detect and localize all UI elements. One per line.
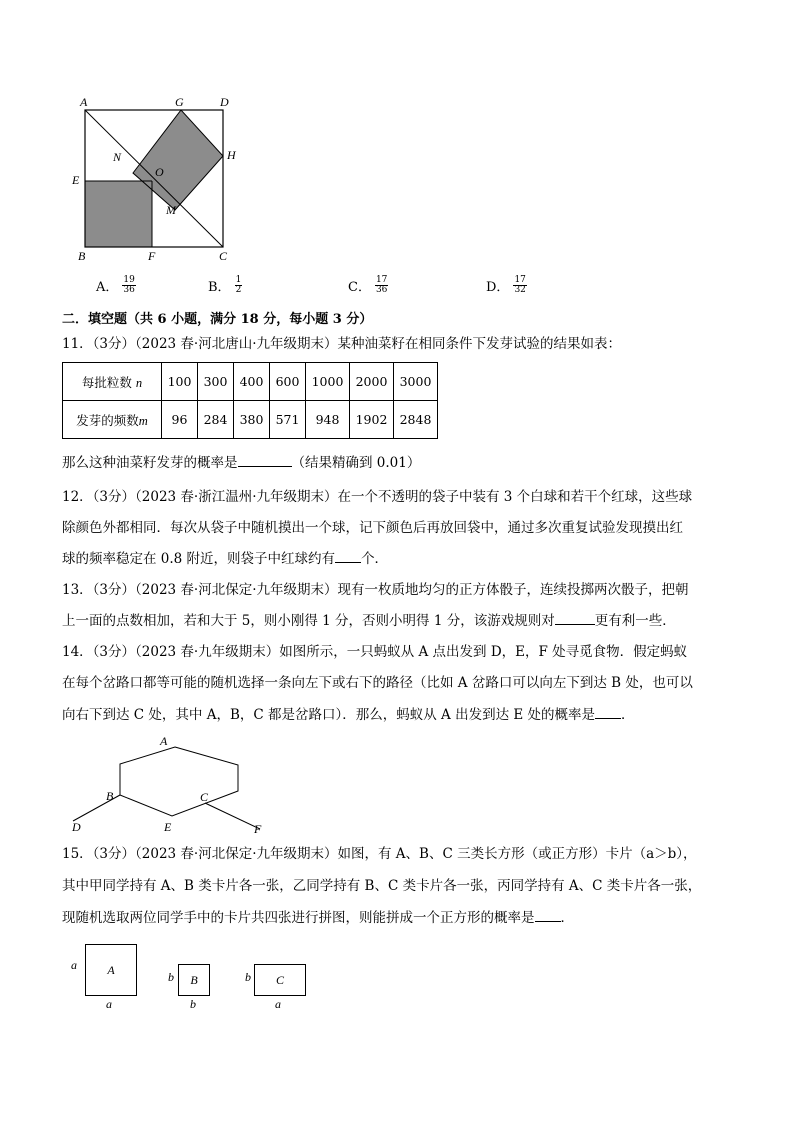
card-a [85, 944, 137, 996]
answer-blank[interactable] [555, 624, 595, 625]
table-cell: 2000 [350, 363, 394, 401]
option-d-fraction: $\frac{17}{32}$ [514, 275, 526, 295]
answer-blank[interactable] [595, 718, 621, 719]
q13-line-2: 上一面的点数相加，若和大于 5，则小刚得 1 分，否则小明得 1 分，该游戏规则对 更有利一些． [62, 613, 676, 629]
answer-blank[interactable] [335, 562, 361, 563]
label-C: C [200, 790, 209, 804]
card-b [178, 964, 210, 996]
option-a-letter: A． [96, 280, 119, 295]
q15-line-1: 15．（3分）（2023 春·河北保定·九年级期末）如图，有 A、B、C 三类长方形（或正方形）卡片（a＞b）， [62, 846, 697, 862]
label-F: F [254, 822, 262, 836]
row-header-m: 发芽的频数m [63, 401, 162, 439]
label-E: E [72, 173, 80, 187]
table-cell: 284 [198, 401, 234, 439]
option-d[interactable] [486, 276, 527, 295]
option-c[interactable] [348, 276, 388, 295]
label-B: B [106, 789, 114, 803]
answer-blank[interactable] [238, 466, 292, 467]
table-cell: 948 [306, 401, 350, 439]
label-O: O [155, 165, 164, 179]
option-b-fraction: $\frac{1}{2}$ [235, 275, 242, 295]
option-b[interactable] [208, 276, 242, 295]
card-b-bottom: b [190, 997, 196, 1011]
label-H: H [227, 148, 236, 162]
table-cell: 1000 [306, 363, 350, 401]
label-B: B [78, 249, 86, 263]
gray-square-ebfo [85, 181, 152, 247]
table-cell: 100 [162, 363, 198, 401]
q14-line-2: 在每个岔路口都等可能的随机选择一条向左下或右下的路径（比如 A 岔路口可以向左下到达 B 处，也可以 [62, 675, 693, 691]
card-a-side: a [71, 958, 77, 972]
q15-line-3: 现随机选取两位同学手中的卡片共四张进行拼图，则能拼成一个正方形的概率是 ． [62, 910, 574, 926]
label-A: A [160, 734, 168, 748]
card-c-side: b [245, 970, 251, 984]
hexagon [120, 747, 238, 816]
q14-line-1: 14．（3分）（2023 春·九年级期末）如图所示，一只蚂蚁从 A 点出发到 D，E，F 处寻觅食物．假定蚂蚁 [62, 644, 688, 660]
q15-line-2: 其中甲同学持有 A、B 类卡片各一张，乙同学持有 B、C 类卡片各一张，丙同学持有 A、C 类卡片各一张， [62, 878, 702, 894]
table-cell: 600 [270, 363, 306, 401]
card-b-label: B [190, 972, 198, 987]
label-A: A [80, 95, 88, 109]
table-cell: 96 [162, 401, 198, 439]
path-c-f [205, 803, 260, 829]
label-F: F [148, 249, 156, 263]
q11-stem: 11．（3分）（2023 春·河北唐山·九年级期末）某种油菜籽在相同条件下发芽试验的结果如表： [62, 336, 621, 352]
table-cell: 400 [234, 363, 270, 401]
table-cell: 300 [198, 363, 234, 401]
section-title: 二．填空题（共 6 小题，满分 18 分，每小题 3 分） [62, 312, 373, 327]
table-row [63, 363, 438, 401]
q11-question: 那么这种油菜籽发芽的概率是 （结果精确到 0.01） [62, 455, 421, 471]
card-b-side: b [168, 970, 174, 984]
label-E: E [164, 820, 172, 834]
label-M: M [166, 203, 176, 217]
option-c-fraction: $\frac{17}{36}$ [375, 275, 388, 295]
card-a-bottom: a [106, 997, 112, 1011]
card-c-bottom: a [275, 997, 281, 1011]
answer-blank[interactable] [535, 921, 561, 922]
table-cell: 571 [270, 401, 306, 439]
option-a-fraction: $\frac{19}{36}$ [123, 275, 135, 295]
table-cell: 1902 [350, 401, 394, 439]
option-c-letter: C． [348, 280, 371, 295]
table-row [63, 401, 438, 439]
option-d-letter: D． [486, 280, 510, 295]
option-a[interactable] [96, 276, 136, 295]
label-D: D [72, 820, 81, 834]
table-cell: 2848 [394, 401, 438, 439]
label-D: D [220, 95, 229, 109]
label-G: G [175, 95, 184, 109]
q12-line-1: 12．（3分）（2023 春·浙江温州·九年级期末）在一个不透明的袋子中装有 3 个白球和若干个红球，这些球 [62, 489, 693, 505]
card-a-label: A [107, 962, 115, 977]
option-b-letter: B． [208, 280, 231, 295]
table-cell: 3000 [394, 363, 438, 401]
q12-line-3: 球的频率稳定在 0.8 附近，则袋子中红球约有 个． [62, 551, 389, 567]
label-N: N [113, 150, 122, 164]
q12-line-2: 除颜色外都相同．每次从袋子中随机摸出一个球，记下颜色后再放回袋中，通过多次重复试验发现摸出红 [62, 520, 683, 536]
card-c-label: C [275, 972, 284, 987]
q14-line-3: 向右下到达 C 处，其中 A，B，C 都是岔路口）．那么，蚂蚁从 A 出发到达 E 处的概率是 ． [62, 707, 635, 723]
row-header-n: 每批粒数 n [63, 363, 162, 401]
card-c [254, 964, 306, 996]
q13-line-1: 13．（3分）（2023 春·河北保定·九年级期末）现有一枚质地均匀的正方体骰子，连续投掷两次骰子，把朝 [62, 582, 689, 598]
label-C: C [219, 249, 228, 263]
q11-table [62, 362, 438, 439]
table-cell: 380 [234, 401, 270, 439]
